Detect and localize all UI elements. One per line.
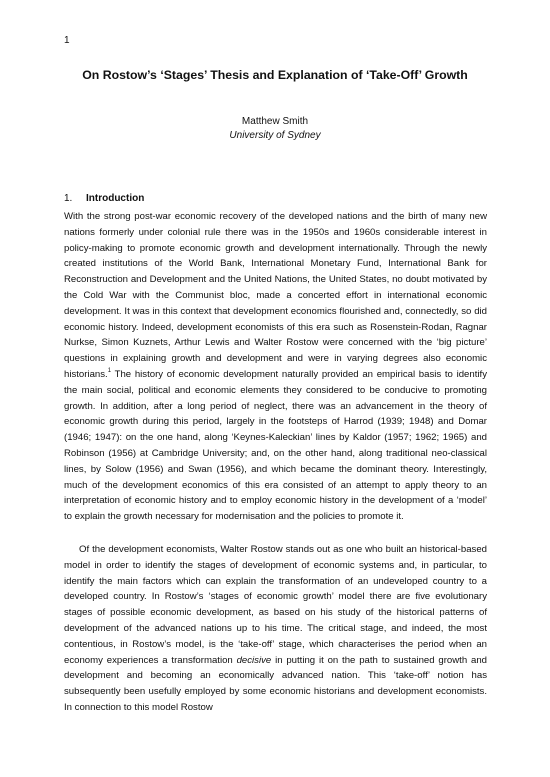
emphasis-text: decisive (236, 654, 272, 666)
paragraph-text: The history of economic development naturally provided an empirical basis to identify the main social, political and economic elements they considered to be conducive to promoting growth. In addition, after a long period of neglect, there was an advancement in the theory of economic growth during this period, largely in the footsteps of Harrod (1939; 1948) and Domar (1946; 1947): on the one hand, along ‘Keynes-Kaleckian’ lines by Kaldor (1957; 1962; 1965) and Robinson (1956) at Cambridge University; and, on the other hand, along traditional neo-classical lines, by Solow (1956) and Swan (1956), and which became the dominant theory. Interestingly, much of the development economics of this era consisted of an attempt to apply theory to an interpretation of economic history and to employ economic history in the development of a ‘model’ to explain the growth necessary for modernisation and the policies to promote it. (64, 368, 487, 523)
paragraph-introduction-1 (64, 209, 487, 525)
page-number: 1 (64, 35, 70, 46)
section-heading (64, 193, 144, 204)
paragraph-text: in putting it on the path to sustained growth and development and becoming an economically advanced nation. This ‘take-off’ notion has subsequently been usefully employed by some economic historians and development economists. In connection to this model Rostow (64, 654, 487, 713)
footnote-marker[interactable]: 1 (107, 367, 112, 374)
author-affiliation: University of Sydney (229, 130, 321, 141)
paragraph-text: With the strong post-war economic recovery of the developed nations and the birth of many new nations formerly under colonial rule there was in the 1950s and 1960s considerable interest in policy-making to promote economic growth and development internationally. Through the newly created institutions of the World Bank, International Monetary Fund, International Bank for Reconstruction and Development and the United Nations, the United States, no doubt motivated by the Cold War with the Communist bloc, made a concerted effort in international economic development. It was in this context that development economics flourished and, connectedly, so did economic history. Indeed, development economists of this era such as Rosenstein-Rodan, Ragnar Nurkse, Simon Kuznets, Arthur Lewis and Walter Rostow were concerned with the ‘big picture’ questions in explaining growth and development and were in varying degrees also economic historians. (64, 211, 487, 380)
section-title: Introduction (86, 193, 145, 204)
author-name: Matthew Smith (241, 116, 309, 127)
paragraph-text: Of the development economists, Walter Rostow stands out as one who built an historical-based model in order to identify the stages of development of economic systems and, in particular, to identify the main factors which can explain the transformation of an undeveloped country to a developed country. In Rostow’s ‘stages of economic growth’ model there are five evolutionary stages of possible economic development, as based on his study of the historical patterns of development of the advanced nations up to his time. The critical stage, and indeed, the most contentious, in Rostow’s model, is the ‘take-off’ stage, which characterises the period when an economy experiences a transformation (64, 544, 487, 666)
section-number: 1. (64, 193, 73, 204)
paper-title: On Rostow’s ‘Stages’ Thesis and Explanation of ‘Take-Off’ Growth (82, 68, 468, 82)
paragraph-introduction-2 (64, 542, 487, 716)
